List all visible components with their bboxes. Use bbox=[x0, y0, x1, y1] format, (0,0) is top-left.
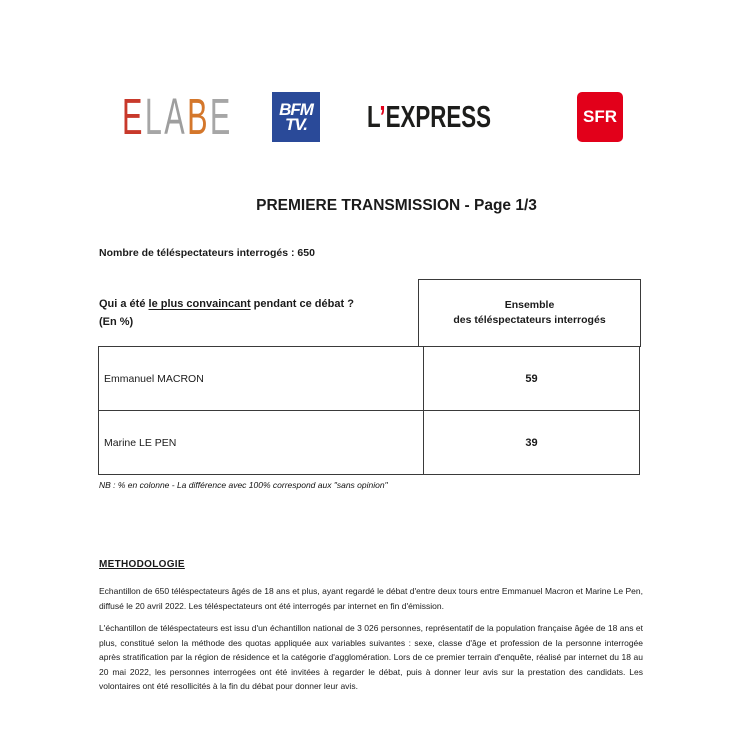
table-row bbox=[99, 347, 639, 411]
survey-question-underlined: le plus convaincant bbox=[148, 298, 251, 310]
sfr-logo-label: SFR bbox=[583, 107, 617, 126]
table-row bbox=[99, 411, 639, 474]
elabe-letter-2: A bbox=[164, 88, 188, 145]
column-header-line1: Ensemble bbox=[504, 299, 555, 311]
bfmtv-logo-line2: TV. bbox=[285, 115, 307, 134]
methodology-heading: METHODOLOGIE bbox=[99, 559, 185, 570]
elabe-logo bbox=[122, 88, 233, 145]
lexpress-logo-l: L bbox=[367, 99, 380, 134]
elabe-letter-1: L bbox=[144, 88, 165, 145]
table-footnote: NB : % en colonne - La différence avec 100% correspond aux "sans opinion" bbox=[99, 480, 388, 490]
row-value: 39 bbox=[525, 436, 538, 449]
elabe-letter-0: E bbox=[122, 88, 145, 145]
page-title: PREMIERE TRANSMISSION - Page 1/3 bbox=[256, 197, 537, 214]
row-label: Marine LE PEN bbox=[99, 411, 424, 474]
results-table bbox=[98, 346, 640, 475]
lexpress-logo-rest: EXPRESS bbox=[385, 99, 492, 134]
survey-question-line1: Qui a été le plus convaincant pendant ce débat ? bbox=[99, 298, 354, 310]
elabe-letter-3: B bbox=[187, 88, 210, 145]
bfmtv-logo bbox=[272, 92, 320, 142]
methodology-paragraph-2: L'échantillon de téléspectateurs est issu d'un échantillon national de 3 026 personnes, représentatif de la population française âgée de 18 ans et plus, constitué selon la méthode des quotas appliquée aux variables suivantes : sexe, classe d'âge et profession de la personne interrogée après stratification par la région de résidence et la catégorie d'agglomération. Lors de ce premier terrain d'enquête, réalisé par internet du 18 au 20 mai 2022, les personnes interrogées ont été invitées à regarder le débat, puis à donner leur avis sur la prestation des candidats. Les volontaires ont été resollicités à la fin du débat pour donner leur avis. bbox=[99, 623, 643, 691]
elabe-letter-4: E bbox=[209, 88, 233, 145]
row-value: 59 bbox=[525, 372, 538, 385]
survey-question-unit: (En %) bbox=[99, 316, 134, 328]
sample-size-line: Nombre de téléspectateurs interrogés : 650 bbox=[99, 247, 315, 259]
column-header-line2: des téléspectateurs interrogés bbox=[453, 314, 606, 326]
lexpress-logo bbox=[367, 101, 491, 132]
lexpress-logo-apostrophe: ’ bbox=[379, 99, 386, 134]
bfmtv-logo-line1: BFM bbox=[279, 100, 313, 119]
row-label: Emmanuel MACRON bbox=[99, 347, 424, 410]
methodology-paragraph-1: Echantillon de 650 téléspectateurs âgés de 18 ans et plus, ayant regardé le débat d'entre deux tours entre Emmanuel Macron et Marine Le Pen, diffusé le 20 avril 2022. Les téléspectateurs ont été interrogés par internet en fin d'émission. bbox=[99, 586, 643, 611]
survey-question bbox=[99, 295, 399, 331]
table-column-header bbox=[418, 279, 641, 347]
sfr-logo bbox=[577, 92, 623, 142]
